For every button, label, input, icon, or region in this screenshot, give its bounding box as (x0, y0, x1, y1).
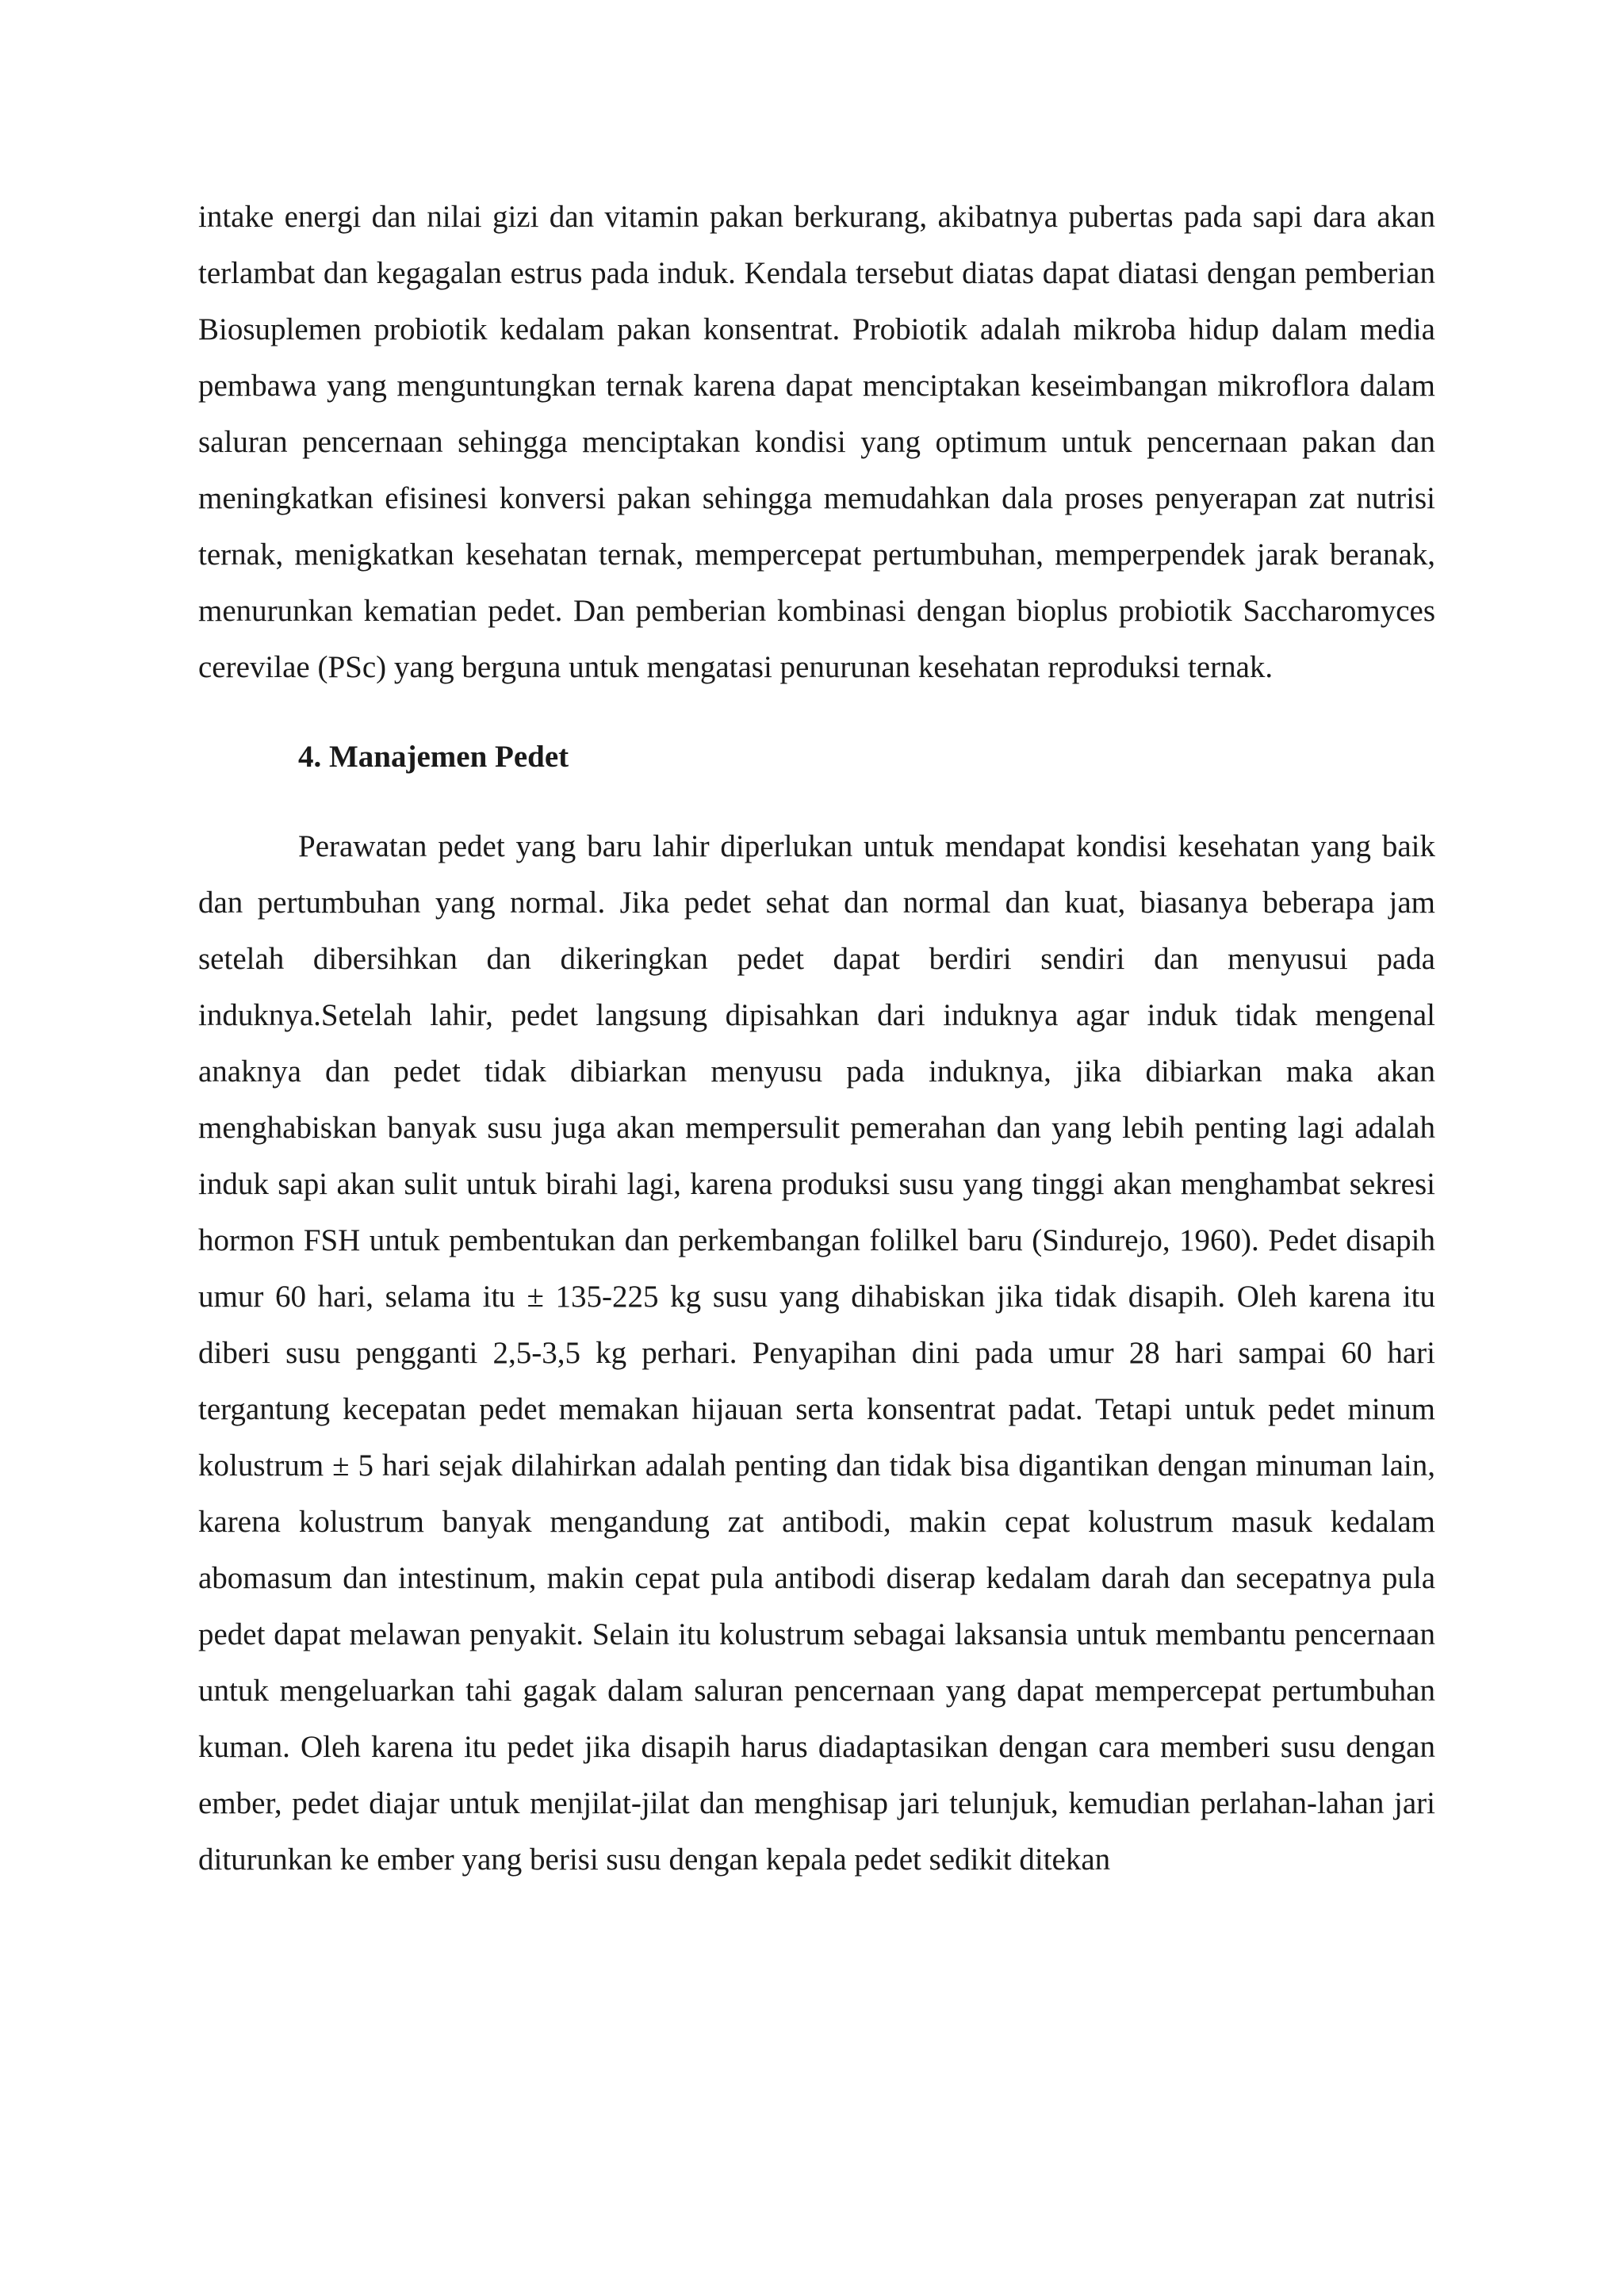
paragraph-continued: intake energi dan nilai gizi dan vitamin pakan berkurang, akibatnya pubertas pada sapi dara akan terlambat dan kegagalan estrus pada induk. Kendala tersebut diatas dapat diatasi dengan pemberian Biosuplemen probiotik kedalam pakan konsentrat. Probiotik adalah mikroba hidup dalam media pembawa yang menguntungkan ternak karena dapat menciptakan keseimbangan mikroflora dalam saluran pencernaan sehingga menciptakan kondisi yang optimum untuk pencernaan pakan dan meningkatkan efisinesi konversi pakan sehingga memudahkan dala proses penyerapan zat nutrisi ternak, menigkatkan kesehatan ternak, mempercepat pertumbuhan, memperpendek jarak beranak, menurunkan kematian pedet. Dan pemberian kombinasi dengan bioplus probiotik Saccharomyces cerevilae (PSc) yang berguna untuk mengatasi penurunan kesehatan reproduksi ternak. (198, 200, 1435, 684)
document-body (198, 189, 1435, 1888)
paragraph-manajemen-pedet: Perawatan pedet yang baru lahir diperlukan untuk mendapat kondisi kesehatan yang baik dan pertumbuhan yang normal. Jika pedet sehat dan normal dan kuat, biasanya beberapa jam setelah dibersihkan dan dikeringkan pedet dapat berdiri sendiri dan menyusui pada induknya.Setelah lahir, pedet langsung dipisahkan dari induknya agar induk tidak mengenal anaknya dan pedet tidak dibiarkan menyusu pada induknya, jika dibiarkan maka akan menghabiskan banyak susu juga akan mempersulit pemerahan dan yang lebih penting lagi adalah induk sapi akan sulit untuk birahi lagi, karena produksi susu yang tinggi akan menghambat sekresi hormon FSH untuk pembentukan dan perkembangan folilkel baru (Sindurejo, 1960). Pedet disapih umur 60 hari, selama itu ± 135-225 kg susu yang dihabiskan jika tidak disapih. Oleh karena itu diberi susu pengganti 2,5-3,5 kg perhari. Penyapihan dini pada umur 28 hari sampai 60 hari tergantung kecepatan pedet memakan hijauan serta konsentrat padat. Tetapi untuk pedet minum kolustrum ± 5 hari sejak dilahirkan adalah penting dan tidak bisa digantikan dengan minuman lain, karena kolustrum banyak mengandung zat antibodi, makin cepat kolustrum masuk kedalam abomasum dan intestinum, makin cepat pula antibodi diserap kedalam darah dan secepatnya pula pedet dapat melawan penyakit. Selain itu kolustrum sebagai laksansia untuk membantu pencernaan untuk mengeluarkan tahi gagak dalam saluran pencernaan yang dapat mempercepat pertumbuhan kuman. Oleh karena itu pedet jika disapih harus diadaptasikan dengan cara memberi susu dengan ember, pedet diajar untuk menjilat-jilat dan menghisap jari telunjuk, kemudian perlahan-lahan jari diturunkan ke ember yang berisi susu dengan kepala pedet sedikit ditekan (198, 829, 1435, 1877)
section-heading: 4. Manajemen Pedet (298, 740, 569, 774)
